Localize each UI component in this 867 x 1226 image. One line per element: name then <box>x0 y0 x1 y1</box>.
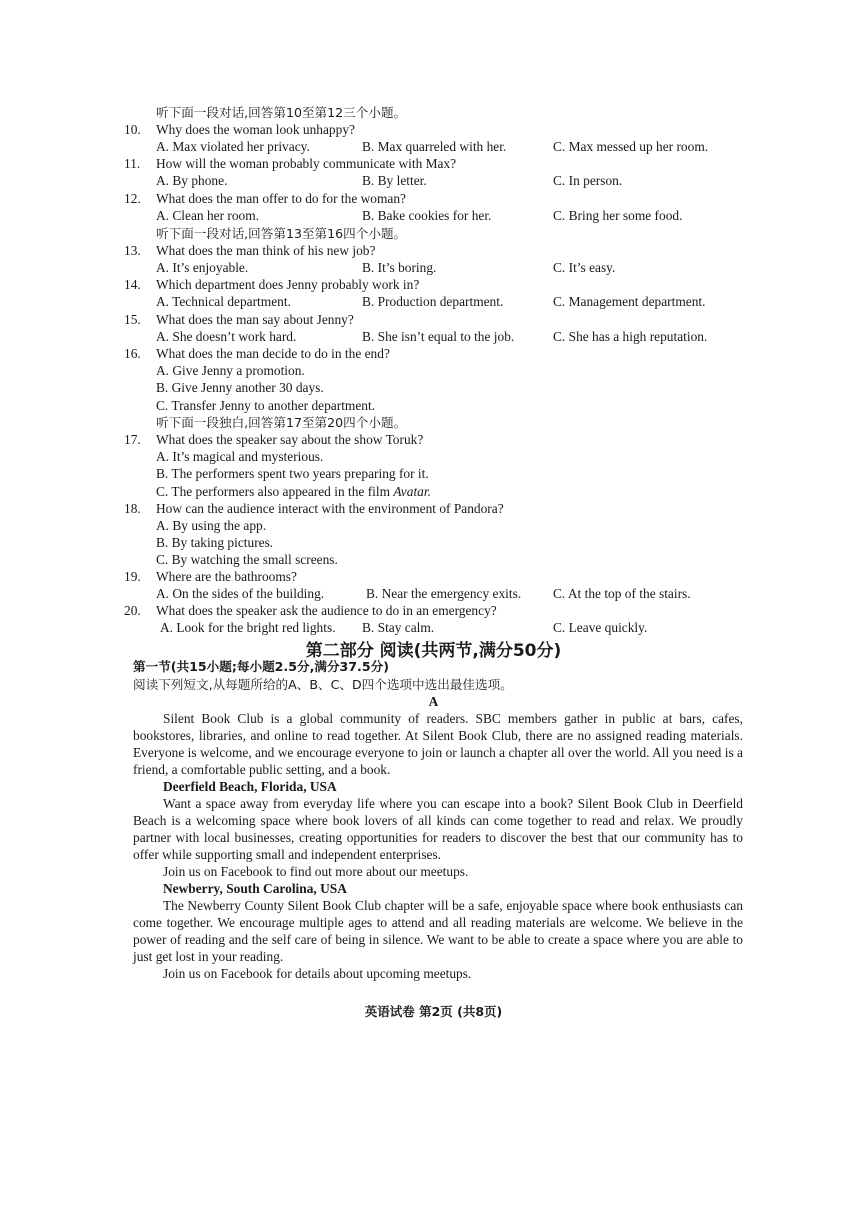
option-a: A. Technical department. <box>156 294 291 309</box>
option-b: B. The performers spent two years preparing for it. <box>156 466 429 481</box>
passage-a <box>133 710 743 982</box>
option-c: C. In person. <box>553 173 623 188</box>
option-a: A. Clean her room. <box>156 208 260 223</box>
question-text: What does the man offer to do for the woman? <box>156 191 407 206</box>
passage-letter: A <box>428 694 439 709</box>
option-b: B. It’s boring. <box>362 260 437 275</box>
option-a: A. It’s enjoyable. <box>156 260 249 275</box>
question-text: What does the man think of his new job? <box>156 243 376 258</box>
option-b: B. Stay calm. <box>362 620 435 635</box>
option-c: C. Leave quickly. <box>553 620 648 635</box>
option-a: A. By using the app. <box>156 518 267 533</box>
dialogue-instruction: 听下面一段对话,回答第10至第12三个小题。 <box>156 105 407 120</box>
question-number: 14. <box>124 277 141 292</box>
option-c: C. She has a high reputation. <box>553 329 708 344</box>
option-a: A. She doesn’t work hard. <box>156 329 297 344</box>
question-number: 17. <box>124 432 141 447</box>
paragraph: Join us on Facebook to find out more about our meetups. <box>163 864 469 879</box>
question-text: How will the woman probably communicate with Max? <box>156 156 457 171</box>
option-b: B. Max quarreled with her. <box>362 139 507 154</box>
question-number: 15. <box>124 312 141 327</box>
option-c: C. At the top of the stairs. <box>553 586 691 601</box>
monologue-instruction: 听下面一段独白,回答第17至第20四个小题。 <box>156 415 407 430</box>
location-heading: Newberry, South Carolina, USA <box>163 881 347 896</box>
film-title: Avatar. <box>393 484 431 499</box>
option-b: B. Give Jenny another 30 days. <box>156 380 324 395</box>
question-text: What does the speaker ask the audience to do in an emergency? <box>156 603 497 618</box>
option-b: B. She isn’t equal to the job. <box>362 329 515 344</box>
option-c: C. By watching the small screens. <box>156 552 338 567</box>
paragraph: The Newberry County Silent Book Club chapter will be a safe, enjoyable space where book enthusiasts can come together. We encourage multiple ages to attend and all reading materials are welcome. We believe in the power of reading and the self care of being in silence. We want to be able to create a space where you are able to just get lost in your reading. <box>133 898 743 964</box>
question-text: What does the man say about Jenny? <box>156 312 354 327</box>
option-c: C. It’s easy. <box>553 260 616 275</box>
question-number: 20. <box>124 603 141 618</box>
part-title: 第二部分 阅读(共两节,满分50分) <box>305 641 562 661</box>
option-b: B. Near the emergency exits. <box>366 586 522 601</box>
paragraph: Want a space away from everyday life where you can escape into a book? Silent Book Club in Deerfield Beach is a welcoming space where book lovers of all kinds can come together to read and relax. We proudly partner with local businesses, creating opportunities for readers to discover the best that our community has to offer while supporting small and independent enterprises. <box>133 796 743 862</box>
question-number: 16. <box>124 346 141 361</box>
option-c-text: C. The performers also appeared in the film <box>156 484 394 499</box>
option-c: C. Management department. <box>553 294 706 309</box>
option-b: B. By taking pictures. <box>156 535 274 550</box>
option-b: B. Production department. <box>362 294 504 309</box>
question-text: Which department does Jenny probably work in? <box>156 277 420 292</box>
location-heading: Deerfield Beach, Florida, USA <box>163 779 337 794</box>
section-heading: 第一节(共15小题;每小题2.5分,满分37.5分) <box>133 659 389 674</box>
question-text: How can the audience interact with the environment of Pandora? <box>156 501 504 516</box>
option-c: C. Max messed up her room. <box>553 139 709 154</box>
option-b: B. Bake cookies for her. <box>362 208 492 223</box>
question-text: Where are the bathrooms? <box>156 569 297 584</box>
option-c: C. Transfer Jenny to another department. <box>156 398 376 413</box>
option-a: A. On the sides of the building. <box>156 586 325 601</box>
dialogue-instruction: 听下面一段对话,回答第13至第16四个小题。 <box>156 226 407 241</box>
option-a: A. Look for the bright red lights. <box>160 620 336 635</box>
option-a: A. Give Jenny a promotion. <box>156 363 305 378</box>
paragraph: Join us on Facebook for details about upcoming meetups. <box>163 966 472 981</box>
question-number: 10. <box>124 122 141 137</box>
page-footer: 英语试卷 第2页 (共8页) <box>364 1004 503 1019</box>
option-a: A. It’s magical and mysterious. <box>156 449 324 464</box>
paragraph: Silent Book Club is a global community of readers. SBC members gather in public at bars, cafes, bookstores, libraries, and online to read together. At Silent Book Club, there are no assigned reading materials. Everyone is welcome, and we encourage everyone to join or launch a chapter all over the world. All you need is a friend, a comfortable public setting, and a book. <box>133 711 743 777</box>
section-instruction: 阅读下列短文,从每题所给的A、B、C、D四个选项中选出最佳选项。 <box>133 677 513 692</box>
question-text: Why does the woman look unhappy? <box>156 122 355 137</box>
question-number: 13. <box>124 243 141 258</box>
option-a: A. Max violated her privacy. <box>156 139 310 154</box>
option-a: A. By phone. <box>156 173 228 188</box>
question-text: What does the speaker say about the show Toruk? <box>156 432 424 447</box>
question-number: 12. <box>124 191 141 206</box>
question-number: 18. <box>124 501 141 516</box>
option-c: C. Bring her some food. <box>553 208 683 223</box>
question-text: What does the man decide to do in the end? <box>156 346 390 361</box>
question-number: 19. <box>124 569 141 584</box>
option-c <box>156 483 431 500</box>
question-number: 11. <box>124 156 141 171</box>
option-b: B. By letter. <box>362 173 427 188</box>
